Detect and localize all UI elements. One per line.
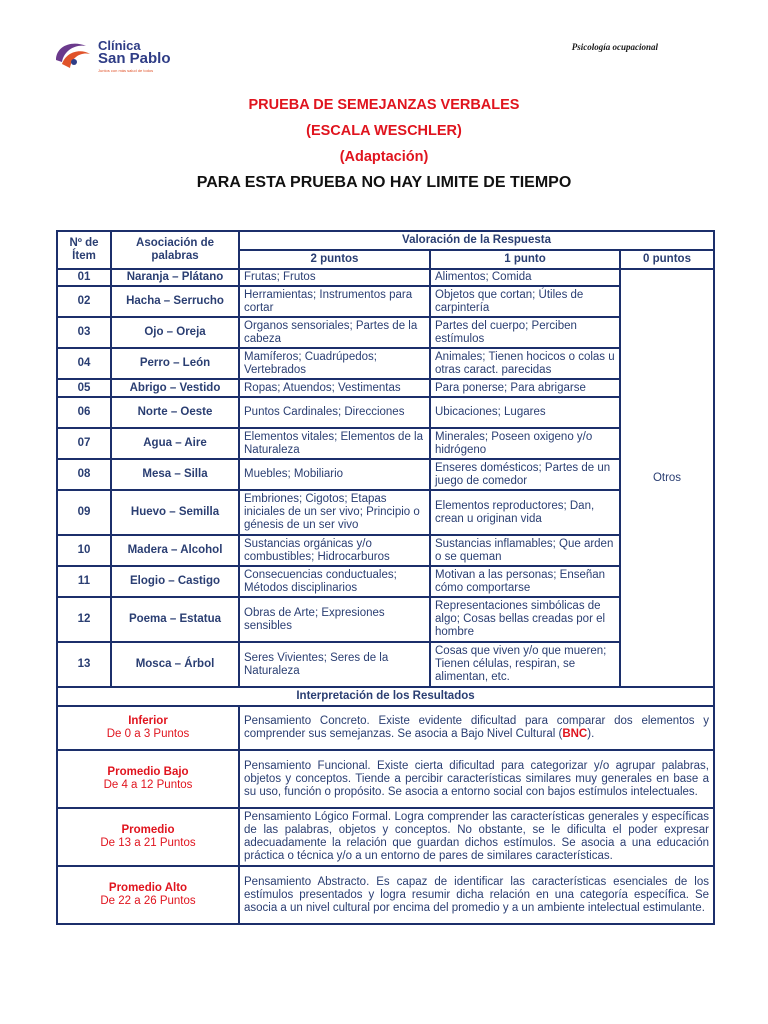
header-subject: Psicología ocupacional	[571, 42, 658, 52]
col-header-0-points: 0 puntos	[620, 250, 714, 269]
interpretation-row	[57, 808, 714, 866]
table-row	[57, 286, 714, 317]
answer-1-point: Ubicaciones; Lugares	[430, 397, 620, 428]
table-row	[57, 348, 714, 379]
item-number: 08	[57, 459, 111, 490]
item-number: 09	[57, 490, 111, 535]
interpretation-row	[57, 750, 714, 808]
document-titles	[0, 92, 768, 192]
level-description-text: Pensamiento Lógico Formal. Logra comprender las características generales y específicas de las palabras, objetos y conceptos. No obstante, se le dificulta el poder expresar adecuadamente la relación que guardan dichos estímulos. Se asocia a una educación práctica o técnica y/o a un entorno de pares de similares características.	[244, 811, 710, 862]
answer-2-points: Elementos vitales; Elementos de la Naturaleza	[239, 428, 430, 459]
level-description-text: Pensamiento Funcional. Existe cierta dificultad para categorizar y/o agrupar palabras, objetos y conceptos. Tiende a percibir características similares muy generales en base a su uso, función o propósito. Se asocia a entorno social con bajos estímulos intelectuales.	[244, 759, 710, 798]
main-heading: PARA ESTA PRUEBA NO HAY LIMITE DE TIEMPO	[196, 174, 572, 191]
word-association: Abrigo – Vestido	[111, 379, 239, 397]
answer-1-point: Cosas que viven y/o que mueren; Tienen células, respiran, se alimentan, etc.	[430, 642, 620, 687]
table-row	[57, 459, 714, 490]
word-association: Mesa – Silla	[111, 459, 239, 490]
word-association: Hacha – Serrucho	[111, 286, 239, 317]
word-association: Ojo – Oreja	[111, 317, 239, 348]
answer-2-points: Organos sensoriales; Partes de la cabeza	[239, 317, 430, 348]
answer-2-points: Sustancias orgánicas y/o combustibles; Hidrocarburos	[239, 535, 430, 566]
table-row	[57, 566, 714, 597]
page-header	[0, 0, 768, 90]
table-row	[57, 379, 714, 397]
col-header-valuation: Valoración de la Respuesta	[239, 231, 714, 250]
answer-1-point: Motivan a las personas; Enseñan cómo comportarse	[430, 566, 620, 597]
col-header-1-point: 1 punto	[430, 250, 620, 269]
item-number: 05	[57, 379, 111, 397]
word-association: Madera – Alcohol	[111, 535, 239, 566]
level-description	[239, 866, 714, 924]
table-row	[57, 317, 714, 348]
answer-2-points: Embriones; Cigotos; Etapas iniciales de un ser vivo; Principio o génesis de un ser vivo	[239, 490, 430, 535]
title-line-1: PRUEBA DE SEMEJANZAS VERBALES	[248, 97, 520, 113]
answer-2-points: Muebles; Mobiliario	[239, 459, 430, 490]
level-description	[239, 706, 714, 750]
scoring-table	[56, 230, 715, 925]
col-header-assoc: Asociación de palabras	[111, 231, 239, 269]
level-name: Promedio Bajo	[107, 766, 189, 778]
table-row	[57, 535, 714, 566]
interpretation-row	[57, 866, 714, 924]
word-association: Perro – León	[111, 348, 239, 379]
item-number: 01	[57, 269, 111, 286]
answer-1-point: Objetos que cortan; Útiles de carpintería	[430, 286, 620, 317]
answer-2-points: Consecuencias conductuales; Métodos disciplinarios	[239, 566, 430, 597]
level-range: De 0 a 3 Puntos	[106, 728, 190, 740]
level-description-end: ).	[587, 728, 595, 740]
answer-1-point: Minerales; Poseen oxigeno y/o hidrógeno	[430, 428, 620, 459]
answer-1-point: Animales; Tienen hocicos o colas u otras caract. parecidas	[430, 348, 620, 379]
answer-1-point: Partes del cuerpo; Perciben estímulos	[430, 317, 620, 348]
answer-2-points: Puntos Cardinales; Direcciones	[239, 397, 430, 428]
answer-2-points: Obras de Arte; Expresiones sensibles	[239, 597, 430, 642]
answer-1-point: Enseres domésticos; Partes de un juego de comedor	[430, 459, 620, 490]
word-association: Elogio – Castigo	[111, 566, 239, 597]
answer-2-points: Herramientas; Instrumentos para cortar	[239, 286, 430, 317]
word-association: Agua – Aire	[111, 428, 239, 459]
item-number: 04	[57, 348, 111, 379]
item-number: 12	[57, 597, 111, 642]
level-range: De 13 a 21 Puntos	[100, 837, 196, 849]
word-association: Norte – Oeste	[111, 397, 239, 428]
answer-1-point: Para ponerse; Para abrigarse	[430, 379, 620, 397]
answer-2-points: Ropas; Atuendos; Vestimentas	[239, 379, 430, 397]
level-name: Promedio Alto	[108, 882, 188, 894]
table-row	[57, 397, 714, 428]
level-description	[239, 750, 714, 808]
level-name: Inferior	[128, 715, 168, 727]
word-association: Mosca – Árbol	[111, 642, 239, 687]
table-row	[57, 428, 714, 459]
col-header-2-points: 2 puntos	[239, 250, 430, 269]
level-name: Promedio	[121, 824, 175, 836]
item-number: 03	[57, 317, 111, 348]
table-row	[57, 597, 714, 642]
title-line-2: (ESCALA WESCHLER)	[306, 123, 462, 139]
col-header-item: Nº de Ítem	[57, 231, 111, 269]
logo-text-san-pablo: San Pablo	[98, 50, 171, 67]
interpretation-row	[57, 706, 714, 750]
table-row	[57, 490, 714, 535]
title-line-3: (Adaptación)	[339, 149, 429, 165]
item-number: 06	[57, 397, 111, 428]
answer-2-points: Mamíferos; Cuadrúpedos; Vertebrados	[239, 348, 430, 379]
level-cell	[57, 750, 239, 808]
item-number: 10	[57, 535, 111, 566]
interpretation-title: Interpretación de los Resultados	[57, 687, 714, 706]
level-cell	[57, 808, 239, 866]
header-row-1	[57, 231, 714, 250]
level-description	[239, 808, 714, 866]
logo-tagline: Juntos con más salud de todos	[98, 68, 154, 73]
level-cell	[57, 866, 239, 924]
answer-0-points: Otros	[620, 269, 714, 687]
level-description-abbrev: BNC	[562, 728, 588, 740]
scoring-table-body	[57, 231, 714, 924]
answer-1-point: Representaciones simbólicas de algo; Cosas bellas creadas por el hombre	[430, 597, 620, 642]
clinic-logo-icon	[52, 38, 94, 74]
item-number: 02	[57, 286, 111, 317]
level-cell	[57, 706, 239, 750]
word-association: Poema – Estatua	[111, 597, 239, 642]
answer-2-points: Frutas; Frutos	[239, 269, 430, 286]
level-description-text: Pensamiento Concreto. Existe evidente dificultad para comparar dos elementos y comprender sus semejanzas. Se asocia a Bajo Nivel Cultural (	[244, 715, 710, 740]
word-association: Naranja – Plátano	[111, 269, 239, 286]
answer-1-point: Sustancias inflamables; Que arden o se queman	[430, 535, 620, 566]
level-description-text: Pensamiento Abstracto. Es capaz de identificar las características esenciales de los estímulos presentados y logra resumir dicha relación en una categoría específica. Se asocia a un nivel cultural por encima del promedio y a un ambiente intelectual estimulante.	[244, 875, 710, 914]
clinic-logo	[52, 38, 192, 78]
interpretation-header-row	[57, 687, 714, 706]
word-association: Huevo – Semilla	[111, 490, 239, 535]
item-number: 13	[57, 642, 111, 687]
level-range: De 22 a 26 Puntos	[100, 895, 196, 907]
level-range: De 4 a 12 Puntos	[103, 779, 193, 791]
answer-1-point: Elementos reproductores; Dan, crean u originan vida	[430, 490, 620, 535]
table-row	[57, 269, 714, 286]
answer-2-points: Seres Vivientes; Seres de la Naturaleza	[239, 642, 430, 687]
item-number: 11	[57, 566, 111, 597]
logo-text-clinica: Clínica	[98, 38, 141, 53]
item-number: 07	[57, 428, 111, 459]
answer-1-point: Alimentos; Comida	[430, 269, 620, 286]
table-row	[57, 642, 714, 687]
